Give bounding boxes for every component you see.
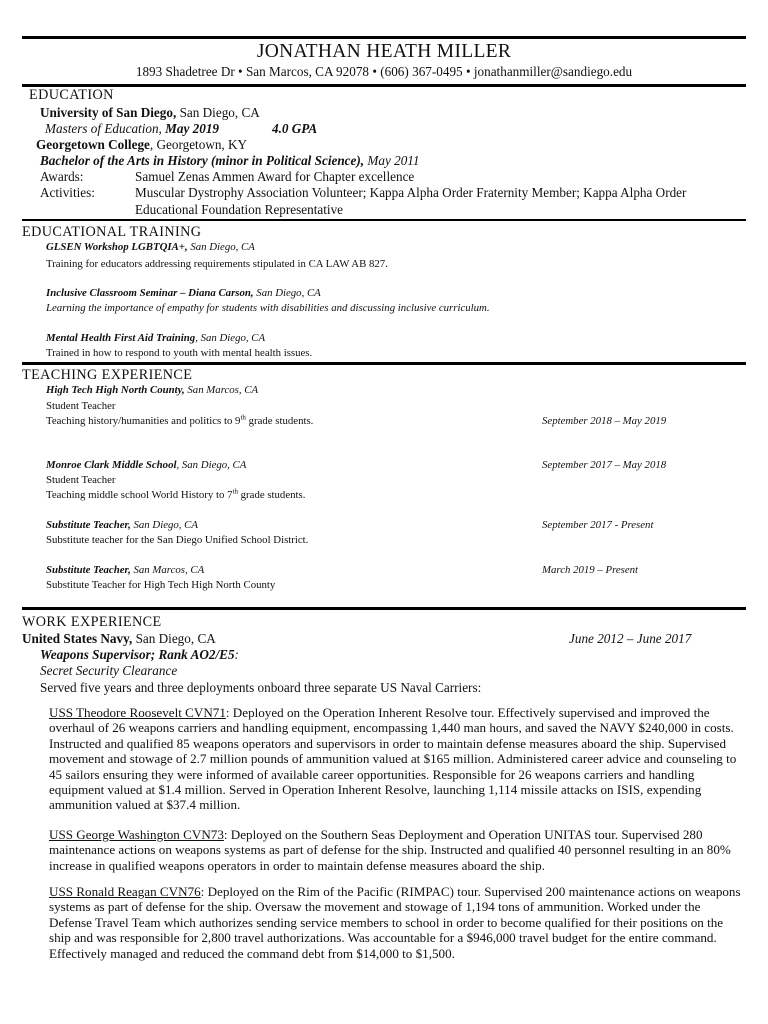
sub2-desc: Substitute Teacher for High Tech High North County [46,579,276,591]
contact-line: 1893 Shadetree Dr • San Marcos, CA 92078 • (606) 367-0495 • jonathanmiller@sandiego.edu [135,64,633,79]
sub1-desc: Substitute teacher for the San Diego Unified School District. [46,534,309,546]
ship-paragraph: USS Ronald Reagan CVN76: Deployed on the Rim of the Pacific (RIMPAC) tour. Supervised 200 maintenance actions on weapons systems as part of defense for the ship. Oversaw the movement and stowage of 1,194 tons of ammunition. Worked under the Defense Travel Team which authorizes sending service members to school in order to become qualified for their positions on the ship and was responsible for 2,800 travel authorizations. Was accountable for a $946,000 travel budget for the entire command. Effectively managed and reduced the command debt from $14,000 to $1,500. [49,884,741,961]
employer-line: United States Navy, San Diego, CA [22,631,216,646]
education-heading: EDUCATION [29,87,114,103]
work-summary: Served five years and three deployments onboard three separate US Naval Carriers: [40,680,482,695]
training-item-desc: Training for educators addressing requirements stipulated in CA LAW AB 827. [46,258,388,270]
usd-degree: Masters of Education, [45,121,162,136]
training-item-title: Mental Health First Aid Training, San Diego, CA [46,332,266,344]
gc-school: Georgetown College [36,137,150,152]
mc-desc: Teaching middle school World History to 7th grade students. [46,487,306,501]
training-item-title: GLSEN Workshop LGBTQIA+, San Diego, CA [46,241,255,253]
hth-desc: Teaching history/humanities and politics to 9th grade students. [46,413,314,427]
sub1-dates: September 2017 - Present [542,519,654,531]
training-rule [22,362,746,365]
gc-entry [36,137,247,153]
ship-paragraph: USS Theodore Roosevelt CVN71: Deployed on the Operation Inherent Resolve tour. Effectively supervised and improved the overhaul of 26 weapons carriers and handling equipment, encompassing 1,440 man hours, and saved the NAVY $240,000 in costs. Instructed and qualified 85 weapons operators and supervisors in order to maintain defense measures aboard the ship. Supervised movement and stowage of 2.7 million pounds of ammunition valued at $165 million. Administered career advice and counseling to 45 sailors ensuring they were informed of available career opportunities. Responsible for 26 weapons carriers and handling equipment valued at $1.4 million. Served in Operation Inherent Resolve, launching 1,114 missile attacks on ISIS, expending ammunition valued at $37.4 million. [49,705,737,813]
gc-location: , Georgetown, KY [149,137,248,152]
gc-degree-line [40,153,420,169]
sub1-title-line: Substitute Teacher, San Diego, CA [46,519,198,531]
work-title-line: Weapons Supervisor; Rank AO2/E5: [40,647,239,662]
training-item-desc: Trained in how to respond to youth with mental health issues. [46,347,313,359]
hth-title-line: High Tech High North County, San Marcos, CA [46,384,259,396]
hth-role: Student Teacher [46,400,116,412]
hth-dates: September 2018 – May 2019 [542,415,667,427]
awards-label: Awards: [40,169,84,184]
sub2-title-line: Substitute Teacher, San Marcos, CA [46,564,205,576]
ship-paragraph: USS George Washington CVN73: Deployed on the Southern Seas Deployment and Operation UNITAS tour. Supervised 280 maintenance actions on weapons systems as part of defense for the ship. Instructed and qualified 40 personnel resulting in an 80% increase in qualified weapons operators in order to maintain defense measures aboard the ship. [49,827,731,873]
usd-gpa: 4.0 GPA [272,121,318,136]
activities-label: Activities: [40,185,95,200]
ship-name: USS George Washington CVN73 [49,827,224,842]
gc-date: May 2011 [364,153,420,168]
candidate-name: JONATHAN HEATH MILLER [256,41,512,62]
activities-line-2: Educational Foundation Representative [135,202,344,217]
teaching-heading: TEACHING EXPERIENCE [22,367,193,383]
work-heading: WORK EXPERIENCE [22,614,162,630]
education-rule [22,219,746,221]
usd-entry [40,105,260,121]
training-item-desc: Learning the importance of empathy for students with disabilities and discussing inclusive curriculum. [46,302,490,314]
training-item-title: Inclusive Classroom Seminar – Diana Carson, San Diego, CA [46,287,321,299]
usd-school: University of San Diego, [40,105,177,120]
ship-name: USS Ronald Reagan CVN76 [49,884,201,899]
mc-dates: September 2017 – May 2018 [542,459,667,471]
sub2-dates: March 2019 – Present [542,564,639,576]
clearance: Secret Security Clearance [40,663,178,678]
gc-degree: Bachelor of the Arts in History (minor in Political Science), [40,153,365,168]
header-rule [22,84,746,87]
ship-name: USS Theodore Roosevelt CVN71 [49,705,226,720]
activities-line-1: Muscular Dystrophy Association Volunteer; Kappa Alpha Order Fraternity Member; Kappa Alpha Order [135,185,687,200]
usd-location: San Diego, CA [176,105,260,120]
training-heading: EDUCATIONAL TRAINING [22,224,202,240]
mc-role: Student Teacher [46,474,116,486]
work-dates: June 2012 – June 2017 [569,631,692,646]
mc-title-line: Monroe Clark Middle School, San Diego, CA [46,459,247,471]
usd-date: May 2019 [161,121,220,136]
usd-degree-line [45,121,219,137]
teaching-rule [22,607,746,610]
awards-value: Samuel Zenas Ammen Award for Chapter excellence [135,169,415,184]
top-rule [22,36,746,39]
